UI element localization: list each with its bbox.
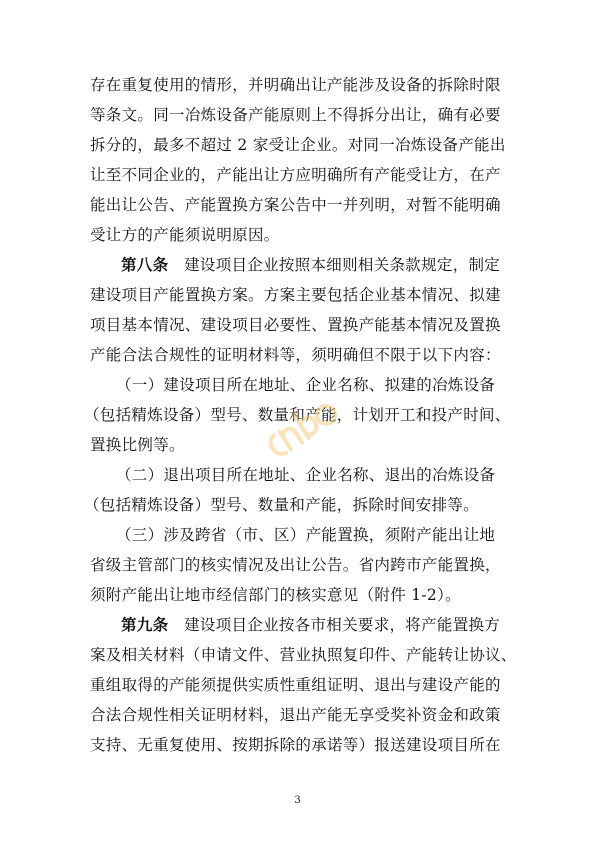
item-3-line: 省级主管部门的核实情况及出让公告。省内跨市产能置换，	[90, 556, 501, 574]
text-line: 产能合法合规性的证明材料等，须明确但不限于以下内容：	[90, 346, 501, 364]
article-9-text: 建设项目企业按各市相关要求，将产能置换方	[184, 616, 501, 634]
article-8-heading: 第八条	[121, 255, 169, 274]
item-1-line: 置换比例等。	[90, 436, 185, 454]
text-line: 重组取得的产能须提供实质性重组证明、退出与建设产能的	[90, 676, 501, 694]
text-line: 案及相关材料（申请文件、营业执照复印件、产能转让协议、	[90, 646, 517, 664]
article-9-heading: 第九条	[121, 615, 169, 634]
text-line: 支持、无重复使用、按期拆除的承诺等）报送建设项目所在	[90, 736, 501, 754]
text-line: 受让方的产能须说明原因。	[90, 226, 280, 244]
text-line: 建设项目产能置换方案。方案主要包括企业基本情况、拟建	[90, 286, 501, 304]
text-line: 合法合规性相关证明材料，退出产能无享受奖补资金和政策	[90, 706, 501, 724]
article-8-first-line	[121, 255, 551, 275]
text-line: 项目基本情况、建设项目必要性、置换产能基本情况及置换	[90, 316, 501, 334]
text-line: 拆分的，最多不超过 2 家受让企业。对同一冶炼设备产能出	[90, 136, 506, 154]
item-1-line: （包括精炼设备）型号、数量和产能，计划开工和投产时间、	[84, 406, 511, 424]
item-3-line: （三）涉及跨省（市、区）产能置换，须附产能出让地	[116, 526, 496, 544]
item-3-line: 须附产能出让地市经信部门的核实意见（附件 1-2）。	[90, 586, 461, 604]
text-line: 等条文。同一冶炼设备产能原则上不得拆分出让，确有必要	[90, 106, 501, 124]
text-line: 让至不同企业的，产能出让方应明确所有产能受让方，在产	[90, 166, 501, 184]
text-line: 存在重复使用的情形，并明确出让产能涉及设备的拆除时限	[90, 76, 501, 94]
text-line: 能出让公告、产能置换方案公告中一并列明，对暂不能明确	[90, 196, 501, 214]
item-2-line: （二）退出项目所在地址、企业名称、退出的冶炼设备	[116, 466, 496, 484]
item-2-line: （包括精炼设备）型号、数量和产能，拆除时间安排等。	[84, 496, 480, 514]
article-8-text: 建设项目企业按照本细则相关条款规定，制定	[184, 256, 501, 274]
article-9-first-line	[121, 615, 551, 635]
item-1-line: （一）建设项目所在地址、企业名称、拟建的冶炼设备	[116, 376, 496, 394]
page-number: 3	[294, 795, 301, 806]
